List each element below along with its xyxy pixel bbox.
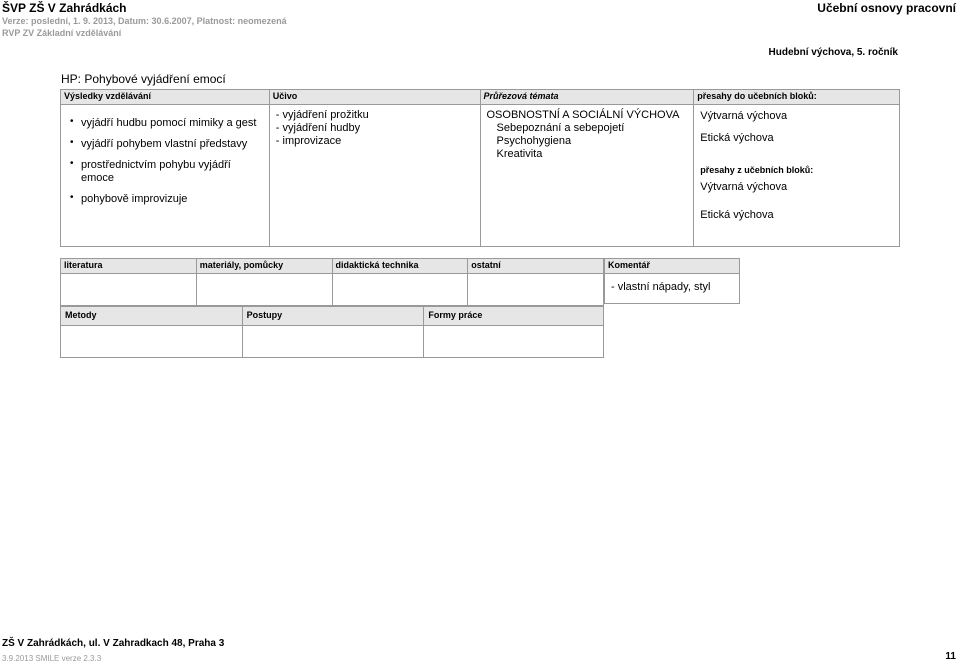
- presahy-do-item: Etická výchova: [700, 132, 774, 144]
- footer-address: ZŠ V Zahrádkách, ul. V Zahradkach 48, Praha 3: [2, 638, 225, 649]
- document-type: Učební osnovy pracovní: [817, 1, 956, 15]
- methods-header-row: [61, 307, 604, 326]
- resources-header-row: [61, 259, 604, 274]
- subject-grade: Hudební výchova, 5. ročník: [768, 47, 898, 58]
- methods-content-row: [61, 326, 604, 358]
- vysledky-cell: [61, 105, 270, 247]
- presahy-z-item: Etická výchova: [700, 209, 774, 221]
- prurez-item: Psychohygiena: [496, 135, 572, 147]
- ucivo-cell: [269, 105, 480, 247]
- presahy-cell: [694, 105, 900, 247]
- ucivo-item: - improvizace: [275, 135, 342, 147]
- presahy-z-label: přesahy z učebních bloků:: [700, 165, 814, 175]
- prurez-cell: [480, 105, 694, 247]
- literatura-cell: [61, 274, 197, 306]
- header-postupy: Postupy: [242, 307, 424, 326]
- header-prurez: Průřezová témata: [480, 90, 694, 105]
- header-literatura: literatura: [61, 259, 197, 274]
- comment-label: Komentář: [605, 259, 739, 274]
- header-ostatni: ostatní: [468, 259, 604, 274]
- outcomes-table: [60, 89, 900, 247]
- presahy-do-item: Výtvarná výchova: [700, 110, 788, 122]
- metody-cell: [61, 326, 243, 358]
- header-presahy: přesahy do učebních bloků:: [694, 90, 900, 105]
- list-item: • pohybově improvizuje: [67, 193, 263, 206]
- didakticka-cell: [332, 274, 468, 306]
- methods-table: [60, 306, 604, 358]
- list-item: • vyjádří pohybem vlastní představy: [67, 138, 263, 151]
- formy-cell: [424, 326, 604, 358]
- section-title: HP: Pohybové vyjádření emocí: [61, 72, 226, 86]
- header-ucivo: Učivo: [269, 90, 480, 105]
- footer-version: 3.9.2013 SMILE verze 2.3.3: [2, 654, 102, 663]
- list-item: • vyjádří hudbu pomocí mimiky a gest: [67, 117, 263, 130]
- header-vysledky: Výsledky vzdělávání: [61, 90, 270, 105]
- prurez-heading: OSOBNOSTNÍ A SOCIÁLNÍ VÝCHOVA: [486, 109, 680, 121]
- header-metody: Metody: [61, 307, 243, 326]
- list-item: • prostřednictvím pohybu vyjádří emoce: [67, 159, 263, 185]
- header-materialy: materiály, pomůcky: [196, 259, 332, 274]
- vysledky-list: [67, 117, 263, 206]
- page-number: 11: [945, 651, 956, 662]
- version-line: Verze: poslední, 1. 9. 2013, Datum: 30.6.2007, Platnost: neomezená: [2, 16, 287, 26]
- outcomes-content-row: [61, 105, 900, 247]
- prurez-item: Kreativita: [496, 148, 543, 160]
- prurez-item: Sebepoznání a sebepojetí: [496, 122, 625, 134]
- header-didakticka: didaktická technika: [332, 259, 468, 274]
- comment-box: [604, 258, 740, 304]
- resources-content-row: [61, 274, 604, 306]
- rvp-line: RVP ZV Základní vzdělávání: [2, 28, 122, 38]
- header-formy: Formy práce: [424, 307, 604, 326]
- resources-table: [60, 258, 604, 306]
- ostatni-cell: [468, 274, 604, 306]
- ucivo-item: - vyjádření prožitku: [275, 109, 369, 121]
- materialy-cell: [196, 274, 332, 306]
- document-title: ŠVP ZŠ V Zahrádkách: [2, 1, 127, 15]
- comment-value: - vlastní nápady, styl: [611, 281, 711, 293]
- outcomes-header-row: [61, 90, 900, 105]
- postupy-cell: [242, 326, 424, 358]
- ucivo-item: - vyjádření hudby: [275, 122, 361, 134]
- presahy-z-item: Výtvarná výchova: [700, 181, 788, 193]
